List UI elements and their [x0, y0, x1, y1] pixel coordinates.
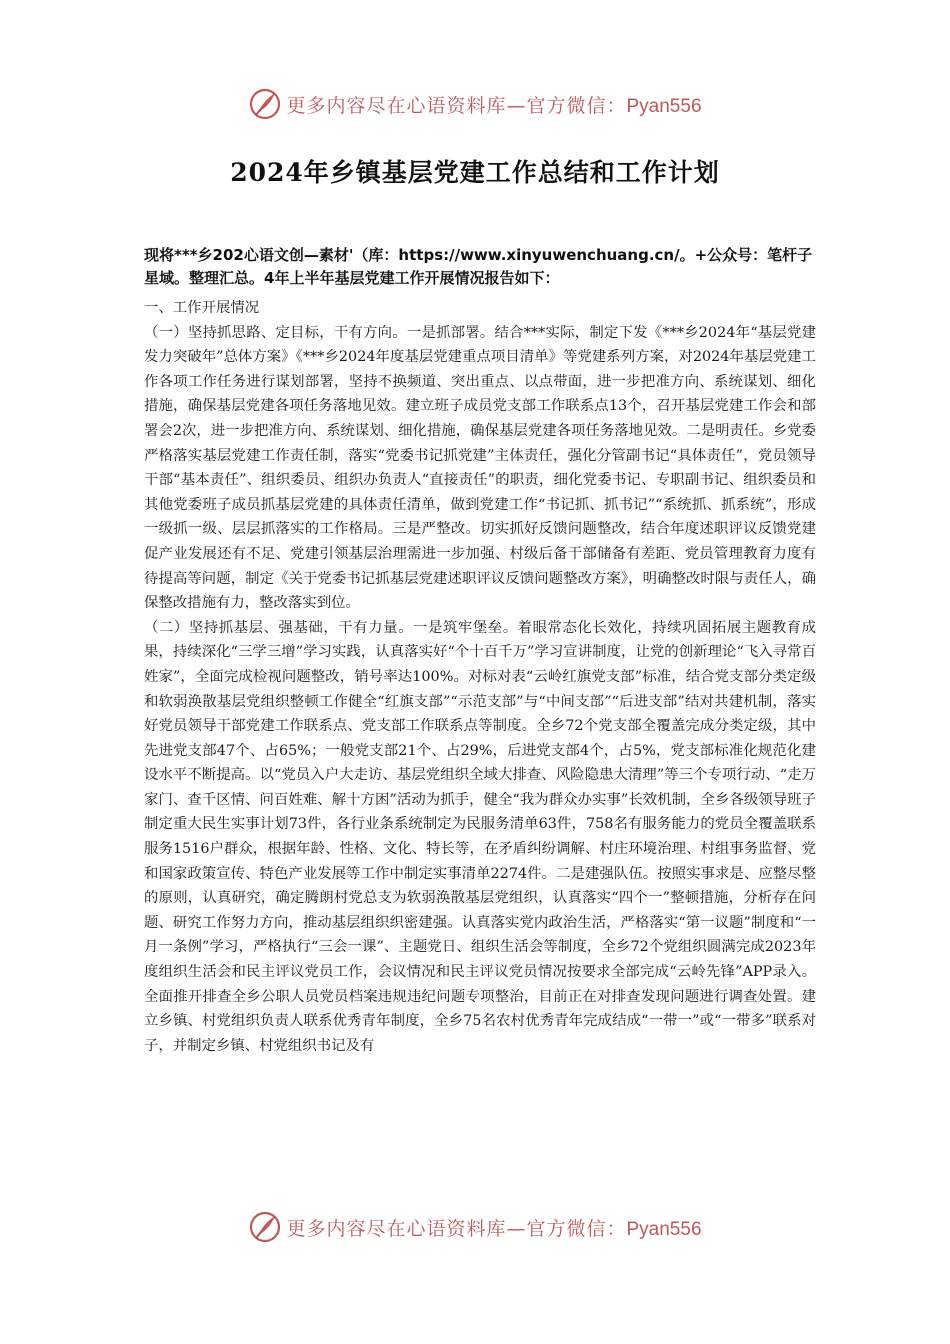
wechat-id: Pyan556 [626, 95, 702, 117]
body-paragraph: （一）坚持抓思路、定目标，干有方向。一是抓部署。结合***实际，制定下发《***乡2024年“基层党建发力突破年”总体方案》《***乡2024年度基层党建重点项目清单》等党建系列方案，对2024年基层党建工作各项工作任务进行谋划部署，坚持不换频道、突出重点、以点带面，进一步把准方向、系统谋划、细化措施，确保基层党建各项任务落地见效。建立班子成员党支部工作联系点13个，召开基层党建工作会和部署会2次，进一步把准方向、系统谋划、细化措施，确保基层党建各项任务落地见效。二是明责任。乡党委严格落实基层党建工作责任制，落实“党委书记抓党建”主体责任，强化分管副书记“具体责任”，党员领导干部“基本责任”、组织委员、组织办负责人“直接责任”的职责，细化党委书记、专职副书记、组织委员和其他党委班子成员抓基层党建的具体责任清单，做到党建工作“书记抓、抓书记”“系统抓、抓系统”，形成一级抓一级、层层抓落实的工作格局。三是严整改。切实抓好反馈问题整改，结合年度述职评议反馈党建促产业发展还有不足、党建引领基层治理需进一步加强、村级后备干部储备有差距、党员管理教育力度有待提高等问题，制定《关于党委书记抓基层党建述职评议反馈问题整改方案》，明确整改时限与责任人，确保整改措施有力，整改落实到位。 [144, 324, 816, 612]
quill-logo-icon [248, 1210, 282, 1244]
footer-banner [0, 1207, 950, 1247]
quill-logo-icon [248, 87, 282, 121]
document-intro: 现将***乡202心语文创—素材'（库：https://www.xinyuwenchuang.cn/。+公众号：笔杆子星域。整理汇总。4年上半年基层党建工作开展情况报告如下： [144, 246, 813, 287]
header-banner [0, 84, 950, 124]
document-body [144, 296, 816, 1058]
wechat-id: Pyan556 [626, 1218, 702, 1240]
body-paragraph: （二）坚持抓基层、强基础，干有力量。一是筑牢堡垒。着眼常态化长效化，持续巩固拓展主题教育成果，持续深化“三学三增”学习实践，认真落实好“个十百千万”学习宣讲制度，让党的创新理论“飞入寻常百姓家”，全面完成检视问题整改，销号率达100%。对标对表“云岭红旗党支部”标准，结合党支部分类定级和软弱涣散基层党组织整顿工作健全“红旗支部”“示范支部”与“中间支部”“后进支部”结对共建机制，落实好党员领导干部党建工作联系点、党支部工作联系点等制度。全乡72个党支部全覆盖完成分类定级，其中先进党支部47个、占65%；一般党支部21个、占29%，后进党支部4个，占5%，党支部标准化规范化建设水平不断提高。以“党员入户大走访、基层党组织全域大排查、风险隐患大清理”等三个专项行动、“走万家门、查千区情、问百姓难、解十方困”活动为抓手，健全“我为群众办实事”长效机制，全乡各级领导班子制定重大民生实事计划73件，各行业条系统制定为民服务清单63件，758名有服务能力的党员全覆盖联系服务1516户群众，根据年龄、性格、文化、特长等，在矛盾纠纷调解、村庄环境治理、村组事务监督、党和国家政策宣传、特色产业发展等工作中制定实事清单2274件。二是建强队伍。按照实事求是、应整尽整的原则，认真研究，确定腾朗村党总支为软弱涣散基层党组织，认真落实“四个一”整顿措施，分析存在问题、研究工作努力方向，推动基层组织织密建强。认真落实党内政治生活，严格落实“第一议题”制度和“一月一条例”学习，严格执行“三会一课”、主题党日、组织生活会等制度，全乡72个党组织圆满完成2023年度组织生活会和民主评议党员工作，会议情况和民主评议党员情况按要求全部完成“云岭先锋”APP录入。全面推开排查全乡公职人员党员档案违规违纪问题专项整治，目前正在对排查发现问题进行调查处置。建立乡镇、村党组织负责人联系优秀青年制度，全乡75名农村优秀青年完成结成“一带一”或“一带多”联系对子，并制定乡镇、村党组织书记及有 [144, 619, 816, 1054]
document-title: 2024年乡镇基层党建工作总结和工作计划 [230, 158, 720, 187]
header-banner-text: 更多内容尽在心语资料库—官方微信：Pyan556 [286, 94, 702, 117]
section-heading: 一、工作开展情况 [144, 300, 260, 316]
footer-banner-text: 更多内容尽在心语资料库—官方微信：Pyan556 [286, 1217, 702, 1240]
